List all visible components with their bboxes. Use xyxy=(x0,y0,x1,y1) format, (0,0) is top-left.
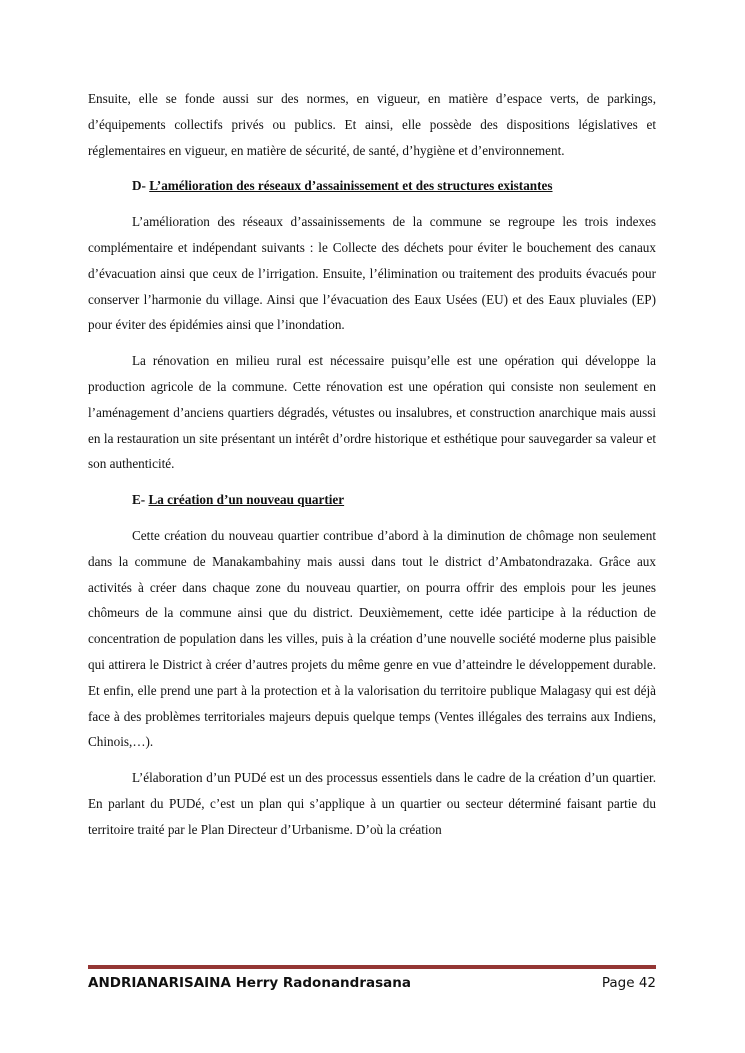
document-body xyxy=(88,86,656,853)
footer-author: ANDRIANARISAINA Herry Radonandrasana xyxy=(88,975,411,991)
paragraph-sanitation: L’amélioration des réseaux d’assainissements de la commune se regroupe les trois indexes complémentaire et indépendant suivants : le Collecte des déchets pour éviter le bouchement des canaux d’évacuation ainsi que ceux de l’irrigation. Ensuite, l’élimination ou traitement des produits évacués pour conserver l’harmonie du village. Ainsi que l’évacuation des Eaux Usées (EU) et des Eaux pluviales (EP) pour éviter des épidémies ainsi que l’inondation. xyxy=(88,214,656,333)
paragraph-norms: Ensuite, elle se fonde aussi sur des normes, en vigueur, en matière d’espace verts, de parkings, d’équipements collectifs privés ou publics. Et ainsi, elle possède des dispositions législatives et réglementaires en vigueur, en matière de sécurité, de santé, d’hygiène et d’environnement. xyxy=(88,91,656,158)
section-heading-e-prefix: E- xyxy=(132,492,149,508)
paragraph-renovation: La rénovation en milieu rural est nécessaire puisqu’elle est une opération qui développe la production agricole de la commune. Cette rénovation est une opération qui consiste non seulement en l’aménagement d’anciens quartiers dégradés, vétustes ou insalubres, et construction anarchique mais aussi en la restauration un site présentant un intérêt d’ordre historique et esthétique pour sauvegarder sa valeur et son authenticité. xyxy=(88,353,656,472)
section-heading-e-title: La création d’un nouveau quartier xyxy=(148,492,345,508)
paragraph-new-district: Cette création du nouveau quartier contribue d’abord à la diminution de chômage non seulement dans la commune de Manakambahiny mais aussi dans tout le district d’Ambatondrazaka. Grâce aux activités à créer dans chaque zone du nouveau quartier, on pourra offrir des emplois pour les jeunes chômeurs de la commune ainsi que du district. Deuxièmement, cette idée participe à la réduction de concentration de population dans les villes, puis à la création d’une nouvelle société moderne plus paisible qui attirera le District à créer d’autres projets du même genre en vue d’atteindre le développement durable. Et enfin, elle prend une part à la protection et à la valorisation du territoire publique Malagasy qui est déjà face à des problèmes territoriales majeurs depuis quelque temps (Ventes illégales des terrains aux Indiens, Chinois,…). xyxy=(88,527,656,750)
section-heading-d-title: L’amélioration des réseaux d’assainissement et des structures existantes xyxy=(149,178,553,194)
page-footer xyxy=(88,973,656,993)
section-heading-d-prefix: D- xyxy=(132,178,150,194)
footer-page-number: Page 42 xyxy=(601,975,656,991)
section-heading-d xyxy=(88,173,656,199)
paragraph-pude: L’élaboration d’un PUDé est un des processus essentiels dans le cadre de la création d’un quartier. En parlant du PUDé, c’est un plan qui s’applique à un quartier ou secteur déterminé faisant partie du territoire traité par le Plan Directeur d’Urbanisme. D’où la création xyxy=(88,770,656,837)
footer-divider xyxy=(88,965,656,969)
section-heading-e xyxy=(88,487,656,513)
